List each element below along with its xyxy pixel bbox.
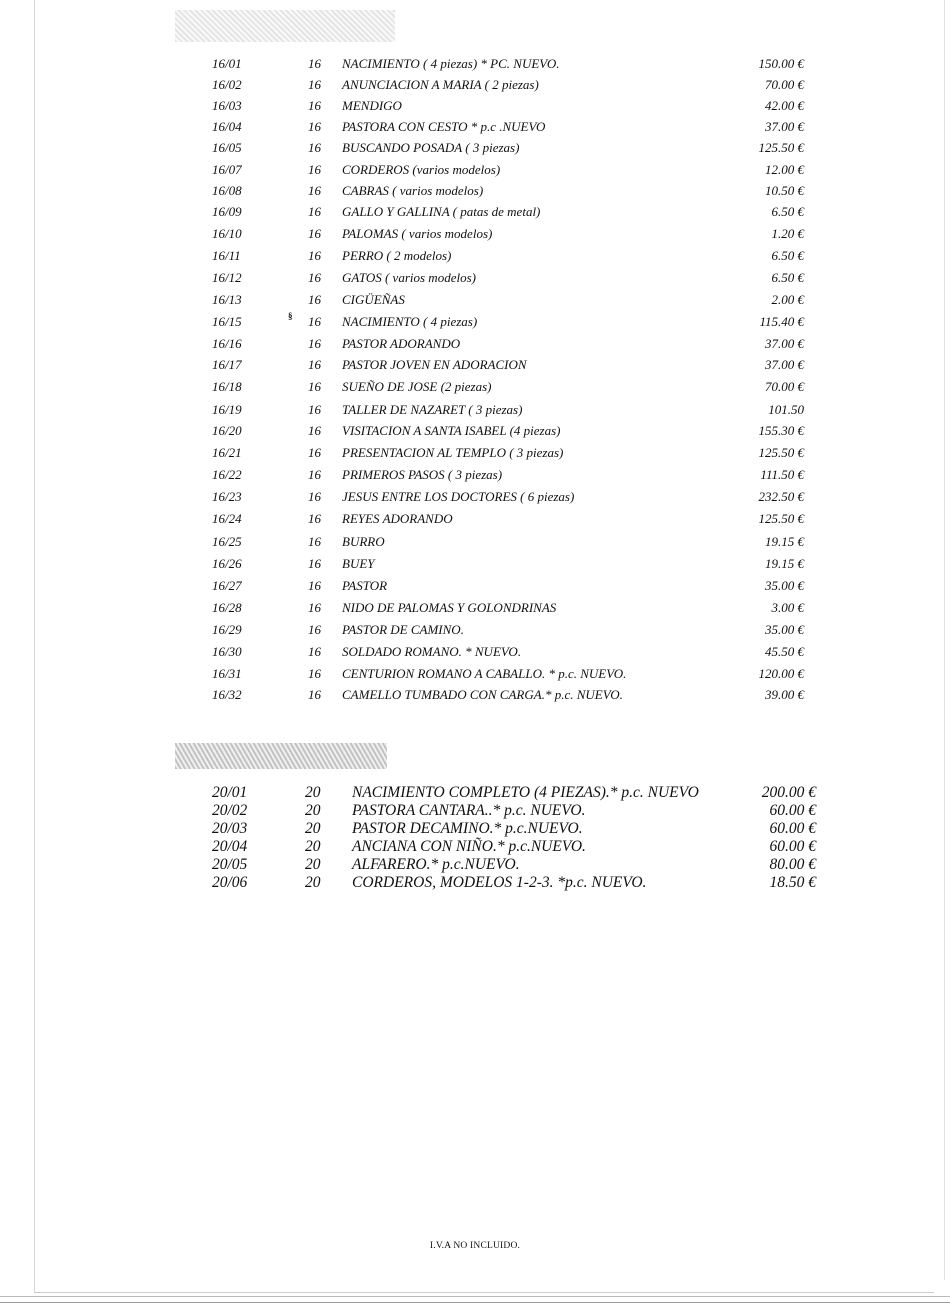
item-price: 70.00 € bbox=[765, 379, 804, 394]
item-description: TALLER DE NAZARET ( 3 piezas) bbox=[342, 402, 523, 417]
stray-mark: § bbox=[288, 311, 293, 321]
item-description: ANUNCIACION A MARIA ( 2 piezas) bbox=[342, 77, 539, 92]
item-price: 125.50 € bbox=[758, 511, 804, 526]
family-code: 16 bbox=[308, 379, 321, 394]
item-price: 120.00 € bbox=[758, 666, 804, 681]
item-code: 16/01 bbox=[212, 56, 242, 71]
item-price: 45.50 € bbox=[765, 644, 804, 659]
item-price: 37.00 € bbox=[765, 119, 804, 134]
item-description: NACIMIENTO ( 4 piezas) bbox=[342, 314, 478, 329]
item-code: 16/24 bbox=[212, 511, 242, 526]
item-price: 10.50 € bbox=[765, 183, 804, 198]
family-code: 16 bbox=[308, 423, 321, 438]
page-edge-bottom bbox=[34, 1292, 934, 1293]
item-code: 20/01 bbox=[212, 784, 248, 801]
family-code: 16 bbox=[308, 119, 321, 134]
family-code: 16 bbox=[308, 314, 321, 329]
item-description: BURRO bbox=[342, 534, 385, 549]
item-price: 80.00 € bbox=[769, 856, 816, 873]
item-price: 19.15 € bbox=[765, 556, 804, 571]
item-price: 200.00 € bbox=[761, 784, 816, 801]
item-description: PERRO ( 2 modelos) bbox=[342, 248, 452, 263]
item-code: 16/21 bbox=[212, 445, 242, 460]
item-price: 12.00 € bbox=[765, 162, 804, 177]
family-code: 16 bbox=[308, 336, 321, 351]
item-price: 150.00 € bbox=[758, 56, 804, 71]
family-code: 20 bbox=[305, 802, 321, 819]
item-code: 16/10 bbox=[212, 226, 242, 241]
item-price: 6.50 € bbox=[771, 248, 804, 263]
item-code: 16/20 bbox=[212, 423, 242, 438]
item-description: CORDEROS, MODELOS 1-2-3. *p.c. NUEVO. bbox=[352, 874, 647, 891]
item-price: 101.50 bbox=[768, 402, 804, 417]
item-description: PALOMAS ( varios modelos) bbox=[342, 226, 493, 241]
item-code: 16/18 bbox=[212, 379, 242, 394]
family-code: 16 bbox=[308, 98, 321, 113]
item-code: 16/13 bbox=[212, 292, 242, 307]
item-price: 19.15 € bbox=[765, 534, 804, 549]
item-price: 35.00 € bbox=[765, 622, 804, 637]
family-code: 20 bbox=[305, 820, 321, 837]
family-code: 16 bbox=[308, 162, 321, 177]
item-code: 16/29 bbox=[212, 622, 242, 637]
item-code: 16/11 bbox=[212, 248, 241, 263]
item-description: PASTOR ADORANDO bbox=[342, 336, 461, 351]
family-code: 20 bbox=[305, 874, 321, 891]
item-code: 20/05 bbox=[212, 856, 248, 873]
item-description: CIGÜEÑAS bbox=[342, 292, 405, 307]
item-code: 16/15 bbox=[212, 314, 242, 329]
item-description: BUSCANDO POSADA ( 3 piezas) bbox=[342, 140, 520, 155]
item-code: 20/03 bbox=[212, 820, 248, 837]
item-code: 16/02 bbox=[212, 77, 242, 92]
item-code: 16/07 bbox=[212, 162, 242, 177]
family-code: 16 bbox=[308, 56, 321, 71]
item-description: MENDIGO bbox=[342, 98, 402, 113]
item-description: REYES ADORANDO bbox=[342, 511, 453, 526]
item-description: CAMELLO TUMBADO CON CARGA.* p.c. NUEVO. bbox=[342, 687, 623, 702]
item-code: 16/12 bbox=[212, 270, 242, 285]
item-code: 16/05 bbox=[212, 140, 242, 155]
item-description: PRESENTACION AL TEMPLO ( 3 piezas) bbox=[342, 445, 564, 460]
item-code: 20/06 bbox=[212, 874, 248, 891]
family-code: 16 bbox=[308, 204, 321, 219]
item-price: 35.00 € bbox=[765, 578, 804, 593]
item-price: 42.00 € bbox=[765, 98, 804, 113]
family-code: 16 bbox=[308, 77, 321, 92]
item-code: 20/04 bbox=[212, 838, 248, 855]
item-code: 16/03 bbox=[212, 98, 242, 113]
family-code: 16 bbox=[308, 578, 321, 593]
item-description: GATOS ( varios modelos) bbox=[342, 270, 476, 285]
item-description: PASTOR DE CAMINO. bbox=[342, 622, 464, 637]
scan-bottom-line-2 bbox=[0, 1302, 950, 1303]
header-smudge bbox=[175, 10, 395, 42]
item-description: PASTORA CANTARA..* p.c. NUEVO. bbox=[352, 802, 586, 819]
family-code: 16 bbox=[308, 622, 321, 637]
item-description: ALFARERO.* p.c.NUEVO. bbox=[352, 856, 520, 873]
item-price: 125.50 € bbox=[758, 445, 804, 460]
item-description: CABRAS ( varios modelos) bbox=[342, 183, 484, 198]
item-price: 39.00 € bbox=[765, 687, 804, 702]
item-code: 16/30 bbox=[212, 644, 242, 659]
item-price: 60.00 € bbox=[769, 838, 816, 855]
item-code: 16/31 bbox=[212, 666, 242, 681]
family-code: 16 bbox=[308, 644, 321, 659]
page-edge-right bbox=[944, 0, 945, 1280]
item-price: 6.50 € bbox=[771, 204, 804, 219]
item-price: 37.00 € bbox=[765, 336, 804, 351]
item-price: 37.00 € bbox=[765, 357, 804, 372]
family-code: 16 bbox=[308, 467, 321, 482]
family-code: 16 bbox=[308, 600, 321, 615]
item-price: 60.00 € bbox=[769, 802, 816, 819]
item-price: 125.50 € bbox=[758, 140, 804, 155]
family-code: 20 bbox=[305, 784, 321, 801]
family-code: 16 bbox=[308, 556, 321, 571]
page-edge-left bbox=[34, 0, 35, 1292]
item-description: SUEÑO DE JOSE (2 piezas) bbox=[342, 379, 492, 394]
section-header-smudge bbox=[175, 743, 387, 769]
family-code: 16 bbox=[308, 226, 321, 241]
family-code: 16 bbox=[308, 666, 321, 681]
family-code: 16 bbox=[308, 140, 321, 155]
item-code: 16/04 bbox=[212, 119, 242, 134]
family-code: 16 bbox=[308, 687, 321, 702]
item-price: 232.50 € bbox=[758, 489, 804, 504]
item-description: BUEY bbox=[342, 556, 375, 571]
family-code: 16 bbox=[308, 489, 321, 504]
item-description: PASTOR bbox=[342, 578, 388, 593]
family-code: 20 bbox=[305, 856, 321, 873]
family-code: 16 bbox=[308, 402, 321, 417]
item-description: PRIMEROS PASOS ( 3 piezas) bbox=[342, 467, 503, 482]
item-price: 3.00 € bbox=[771, 600, 804, 615]
item-code: 16/25 bbox=[212, 534, 242, 549]
item-description: CENTURION ROMANO A CABALLO. * p.c. NUEVO. bbox=[342, 666, 627, 681]
item-description: GALLO Y GALLINA ( patas de metal) bbox=[342, 204, 541, 219]
family-code: 16 bbox=[308, 445, 321, 460]
item-price: 111.50 € bbox=[760, 467, 804, 482]
item-price: 115.40 € bbox=[759, 314, 804, 329]
family-code: 16 bbox=[308, 270, 321, 285]
item-description: VISITACION A SANTA ISABEL (4 piezas) bbox=[342, 423, 561, 438]
item-price: 155.30 € bbox=[758, 423, 804, 438]
footer-note: I.V.A NO INCLUIDO. bbox=[429, 1241, 521, 1251]
item-description: PASTOR JOVEN EN ADORACION bbox=[342, 357, 527, 372]
item-code: 16/17 bbox=[212, 357, 242, 372]
item-code: 16/32 bbox=[212, 687, 242, 702]
item-price: 70.00 € bbox=[765, 77, 804, 92]
item-description: NACIMIENTO COMPLETO (4 PIEZAS).* p.c. NUEVO bbox=[352, 784, 699, 801]
family-code: 16 bbox=[308, 183, 321, 198]
item-price: 1.20 € bbox=[771, 226, 804, 241]
family-code: 16 bbox=[308, 511, 321, 526]
family-code: 16 bbox=[308, 292, 321, 307]
scan-bottom-line bbox=[0, 1296, 950, 1297]
item-description: JESUS ENTRE LOS DOCTORES ( 6 piezas) bbox=[342, 489, 575, 504]
item-code: 16/22 bbox=[212, 467, 242, 482]
item-price: 6.50 € bbox=[771, 270, 804, 285]
family-code: 16 bbox=[308, 357, 321, 372]
item-description: PASTORA CON CESTO * p.c .NUEVO bbox=[342, 119, 546, 134]
item-description: SOLDADO ROMANO. * NUEVO. bbox=[342, 644, 522, 659]
item-code: 16/26 bbox=[212, 556, 242, 571]
family-code: 16 bbox=[308, 534, 321, 549]
item-description: ANCIANA CON NIÑO.* p.c.NUEVO. bbox=[352, 838, 586, 855]
item-code: 20/02 bbox=[212, 802, 248, 819]
item-description: CORDEROS (varios modelos) bbox=[342, 162, 501, 177]
item-code: 16/19 bbox=[212, 402, 242, 417]
item-description: NIDO DE PALOMAS Y GOLONDRINAS bbox=[342, 600, 557, 615]
item-code: 16/09 bbox=[212, 204, 242, 219]
item-description: NACIMIENTO ( 4 piezas) * PC. NUEVO. bbox=[342, 56, 560, 71]
item-price: 60.00 € bbox=[769, 820, 816, 837]
item-code: 16/08 bbox=[212, 183, 242, 198]
item-price: 2.00 € bbox=[771, 292, 804, 307]
item-description: PASTOR DECAMINO.* p.c.NUEVO. bbox=[352, 820, 583, 837]
item-code: 16/27 bbox=[212, 578, 242, 593]
item-code: 16/23 bbox=[212, 489, 242, 504]
item-code: 16/16 bbox=[212, 336, 242, 351]
family-code: 16 bbox=[308, 248, 321, 263]
item-code: 16/28 bbox=[212, 600, 242, 615]
family-code: 20 bbox=[305, 838, 321, 855]
item-price: 18.50 € bbox=[769, 874, 816, 891]
